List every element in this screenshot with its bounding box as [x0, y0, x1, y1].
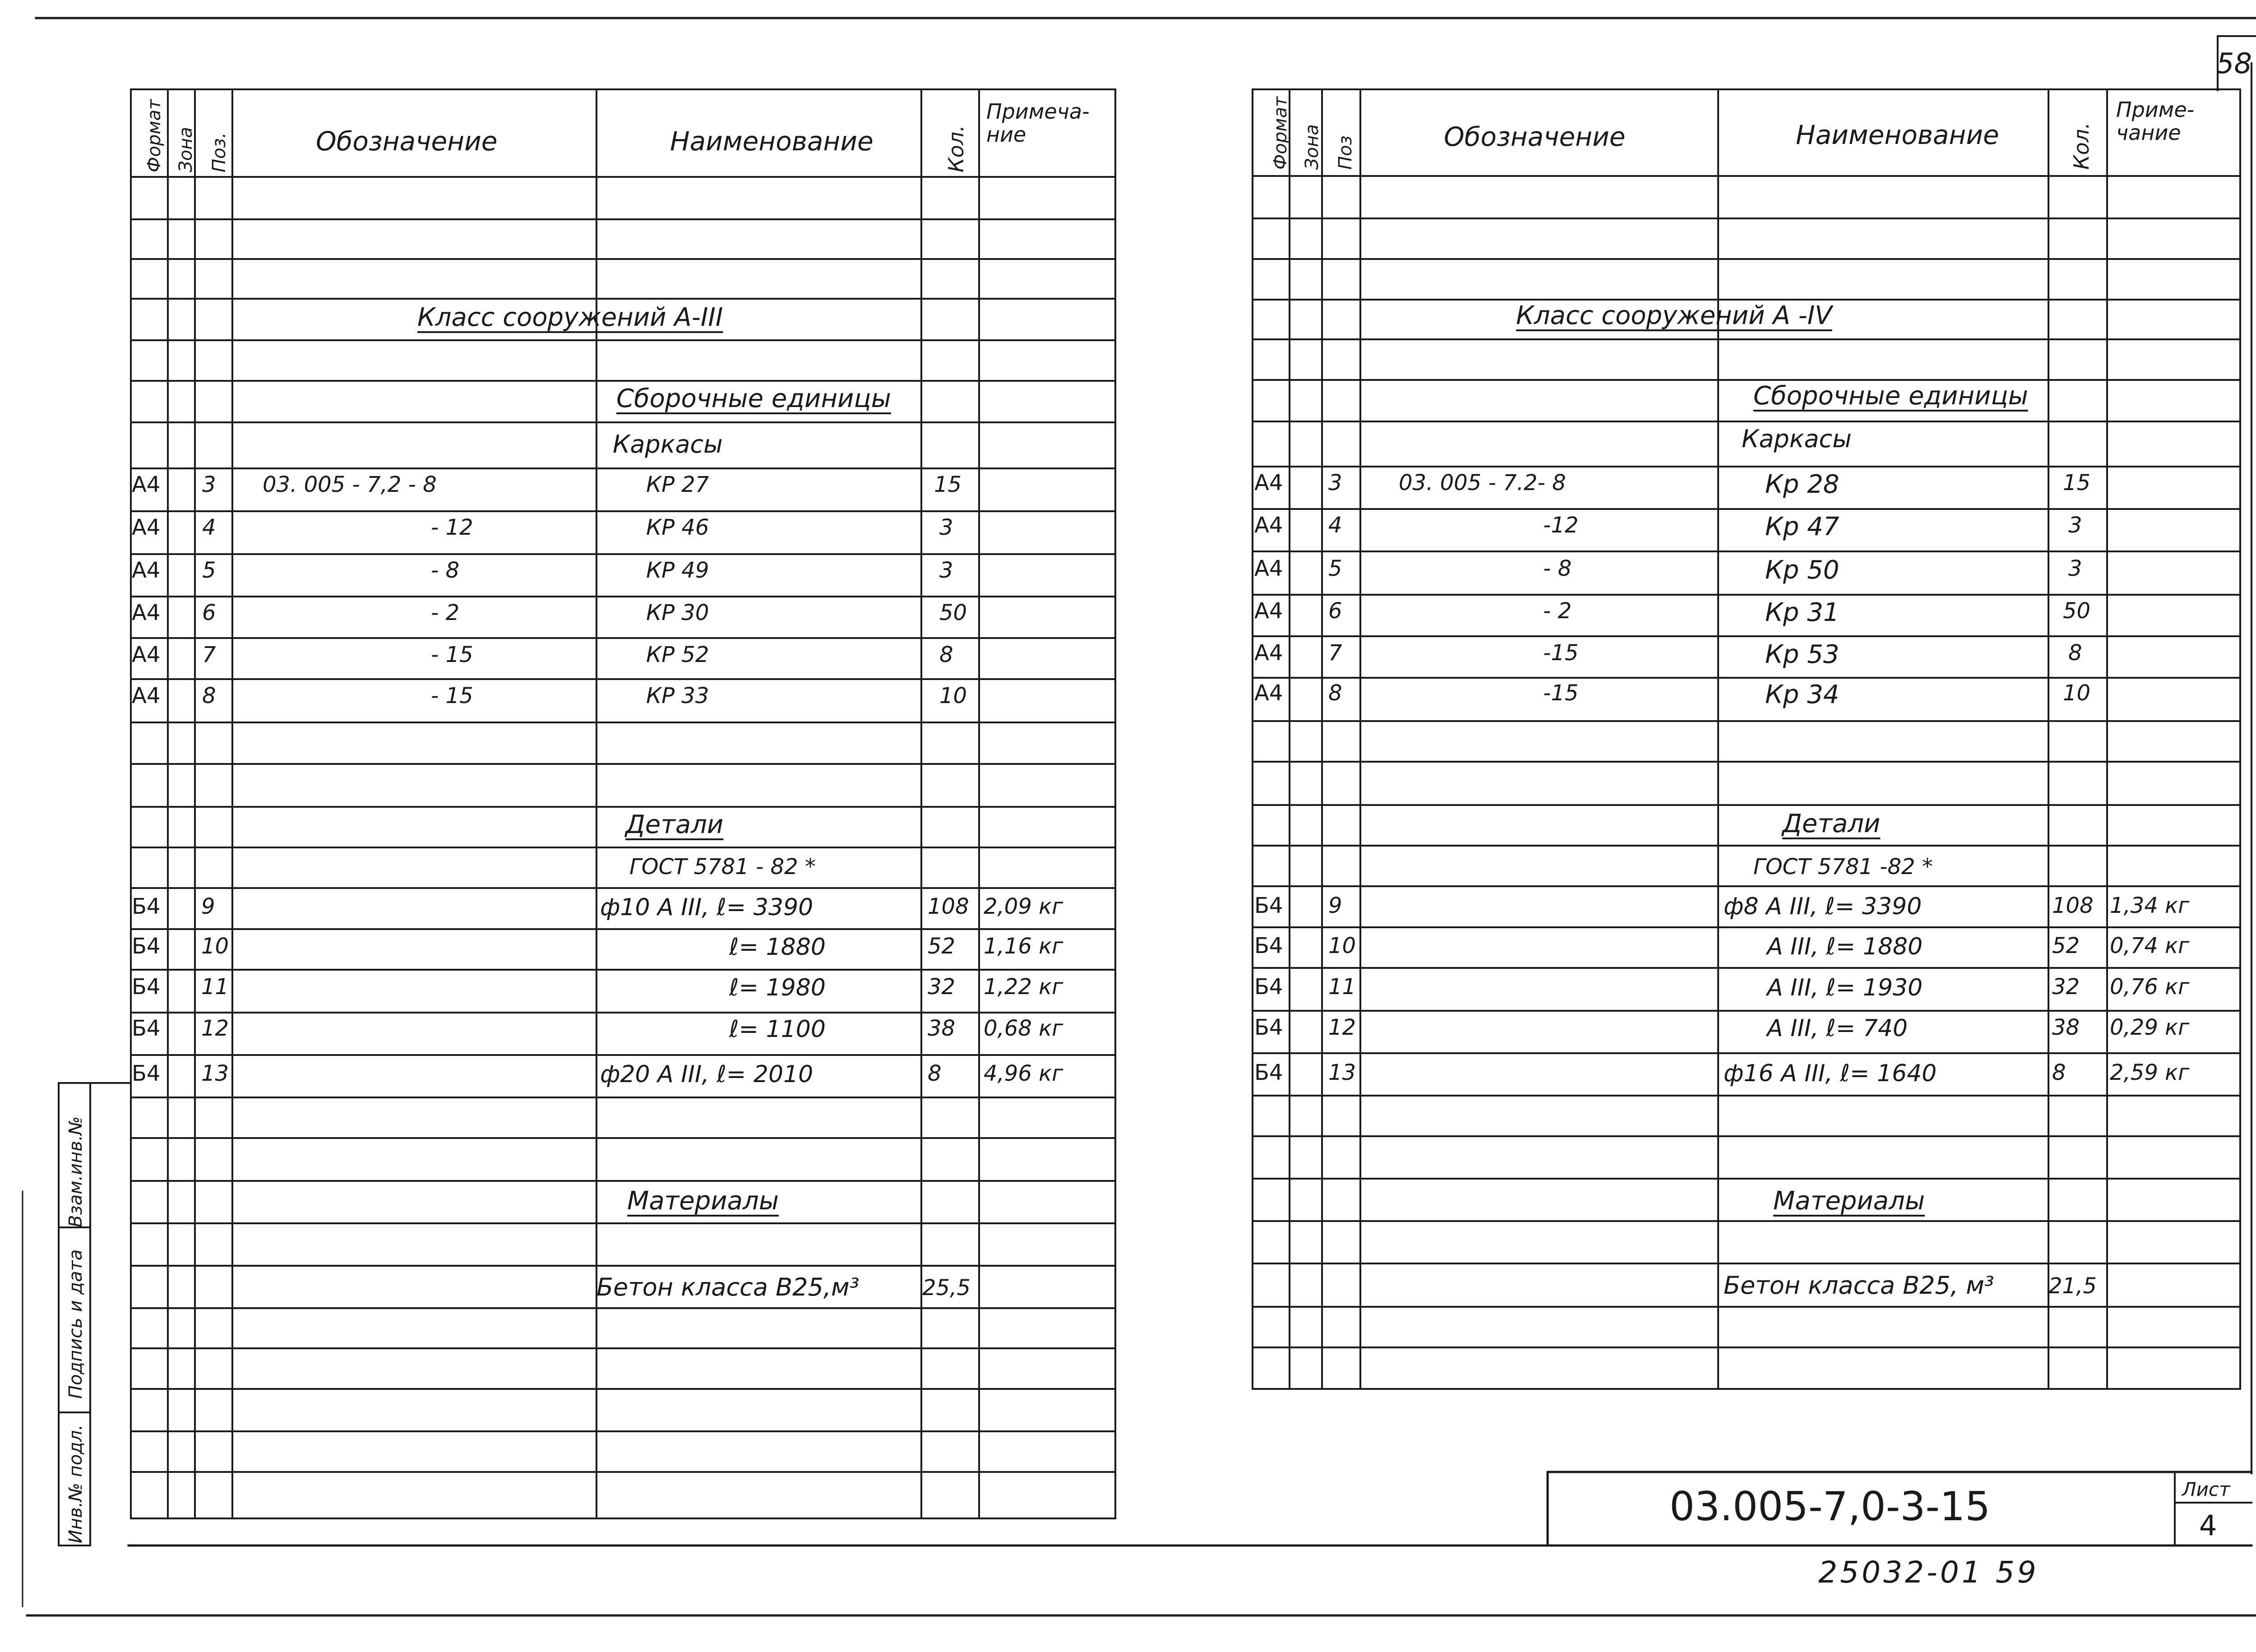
assembly-title-left: Сборочные единицы [616, 384, 891, 413]
left-pos-cell: 8 [202, 683, 216, 708]
header-zone-right: Зона [1302, 124, 1322, 170]
right-pos-cell: 5 [1328, 556, 1342, 581]
right-pos-cell: 8 [1328, 680, 1342, 706]
right-qty-cell: 108 [2052, 893, 2094, 918]
right-name-cell: Кр 53 [1765, 640, 1840, 669]
right-pos-cell: 6 [1328, 598, 1342, 624]
left-format-cell: Б4 [132, 934, 161, 959]
left-qty-cell: 38 [928, 1016, 956, 1041]
right-qty-cell: 8 [2052, 1060, 2066, 1085]
left-pos-cell: 13 [201, 1061, 229, 1086]
assembly-title-right: Сборочные единицы [1753, 381, 2028, 411]
left-name-cell: КР 52 [646, 642, 709, 667]
left-format-cell: А4 [132, 558, 161, 583]
left-qty-cell: 3 [939, 558, 953, 583]
details-title-right: Детали [1782, 809, 1881, 838]
header-note-right: Приме- чание [2116, 97, 2195, 145]
left-note-cell: 1,22 кг [984, 974, 1063, 1000]
right-qty-cell: 3 [2068, 513, 2082, 538]
right-qty-cell: 52 [2052, 933, 2080, 958]
right-designation-cell: - 8 [1543, 556, 1572, 581]
left-qty-cell: 10 [939, 683, 967, 708]
left-qty-cell: 3 [939, 515, 953, 540]
left-designation-cell: - 15 [431, 683, 473, 708]
left-designation-cell: - 15 [431, 642, 473, 667]
left-pos-cell: 12 [201, 1016, 229, 1041]
right-qty-cell: 15 [2063, 470, 2091, 495]
left-qty-cell: 8 [928, 1061, 942, 1086]
left-format-cell: А4 [132, 642, 161, 667]
right-note-cell: 0,76 кг [2110, 974, 2190, 1000]
left-designation-cell: 03. 005 - 7,2 - 8 [263, 472, 437, 497]
right-name-cell: Кр 31 [1765, 598, 1840, 627]
left-name-cell: КР 30 [646, 600, 709, 625]
left-pos-cell: 10 [201, 934, 229, 959]
left-qty-cell: 8 [939, 642, 953, 667]
header-qty-right: Кол. [2069, 122, 2094, 170]
gost-left: ГОСТ 5781 - 82 * [629, 854, 816, 879]
right-qty-cell: 3 [2068, 556, 2082, 581]
left-format-cell: А4 [132, 515, 161, 540]
header-note-left: Примеча- ние [986, 99, 1090, 147]
right-format-cell: А4 [1254, 513, 1283, 538]
left-designation-cell: - 8 [431, 558, 460, 583]
right-format-cell: Б4 [1254, 893, 1283, 918]
side-label-replace-inv: Взам.инв.№ [65, 1116, 86, 1227]
right-note-cell: 1,34 кг [2110, 893, 2190, 918]
header-pos-right: Поз [1335, 135, 1356, 170]
right-designation-cell: -15 [1543, 680, 1579, 706]
left-name-cell: ℓ= 1100 [729, 1016, 826, 1043]
right-designation-cell: - 2 [1543, 598, 1572, 624]
right-pos-cell: 12 [1328, 1015, 1356, 1040]
right-format-cell: А4 [1254, 640, 1283, 666]
right-designation-cell: -12 [1543, 513, 1579, 538]
concrete-qty-right: 21,5 [2048, 1273, 2097, 1299]
stamp-doc-number: 03.005-7,0-3-15 [1669, 1483, 1991, 1530]
header-format-left: Формат [144, 99, 165, 172]
left-qty-cell: 15 [934, 472, 962, 497]
frames-title-right: Каркасы [1742, 425, 1852, 453]
right-name-cell: А III, ℓ= 1930 [1767, 974, 1923, 1001]
right-name-cell: А III, ℓ= 1880 [1767, 933, 1923, 960]
right-name-cell: ф16 А III, ℓ= 1640 [1724, 1060, 1937, 1087]
side-label-inv-orig: Инв.№ подл. [65, 1424, 86, 1543]
concrete-name-left: Бетон класса В25,м³ [596, 1273, 860, 1301]
class-title-left: Класс сооружений А-III [417, 303, 723, 332]
right-pos-cell: 7 [1328, 640, 1342, 666]
header-qty-left: Кол. [944, 125, 968, 172]
left-pos-cell: 5 [202, 558, 216, 583]
right-qty-cell: 50 [2063, 598, 2091, 624]
left-name-cell: ф20 А III, ℓ= 2010 [600, 1061, 814, 1088]
left-name-cell: ℓ= 1880 [729, 934, 826, 961]
right-pos-cell: 9 [1328, 893, 1342, 918]
left-name-cell: КР 27 [646, 472, 709, 497]
right-pos-cell: 10 [1328, 933, 1356, 958]
class-title-right: Класс сооружений А -IV [1516, 301, 1832, 330]
left-pos-cell: 4 [202, 515, 216, 540]
left-format-cell: Б4 [132, 894, 161, 919]
header-format-right: Формат [1270, 96, 1291, 170]
left-qty-cell: 52 [928, 934, 956, 959]
stamp-sheet-value: 4 [2199, 1509, 2217, 1542]
frames-title-left: Каркасы [613, 430, 723, 458]
right-format-cell: А4 [1254, 470, 1283, 495]
left-name-cell: ℓ= 1980 [729, 974, 826, 1001]
materials-title-left: Материалы [627, 1186, 779, 1216]
right-pos-cell: 13 [1328, 1060, 1356, 1085]
left-pos-cell: 6 [202, 600, 216, 625]
right-note-cell: 0,74 кг [2110, 933, 2190, 958]
left-designation-cell: - 12 [431, 515, 473, 540]
right-pos-cell: 3 [1328, 470, 1342, 495]
right-format-cell: А4 [1254, 680, 1283, 706]
right-name-cell: Кр 34 [1765, 680, 1840, 709]
left-name-cell: КР 46 [646, 515, 709, 540]
right-designation-cell: -15 [1543, 640, 1579, 666]
side-label-sign-date: Подпись и дата [65, 1249, 86, 1399]
right-name-cell: ф8 А III, ℓ= 3390 [1724, 893, 1922, 920]
left-format-cell: Б4 [132, 1016, 161, 1041]
left-format-cell: А4 [132, 472, 161, 497]
left-pos-cell: 7 [202, 642, 216, 667]
gost-right: ГОСТ 5781 -82 * [1753, 854, 1933, 879]
left-qty-cell: 50 [939, 600, 967, 625]
left-format-cell: А4 [132, 683, 161, 708]
right-qty-cell: 38 [2052, 1015, 2080, 1040]
left-note-cell: 4,96 кг [984, 1061, 1063, 1086]
header-designation-right: Обозначение [1444, 121, 1626, 152]
left-name-cell: КР 49 [646, 558, 709, 583]
right-name-cell: Кр 47 [1765, 512, 1840, 541]
left-note-cell: 0,68 кг [984, 1016, 1063, 1041]
concrete-name-right: Бетон класса В25, м³ [1724, 1271, 1994, 1300]
right-name-cell: А III, ℓ= 740 [1767, 1015, 1908, 1042]
right-note-cell: 0,29 кг [2110, 1015, 2190, 1040]
right-format-cell: Б4 [1254, 1060, 1283, 1085]
details-title-left: Детали [625, 810, 724, 839]
left-note-cell: 1,16 кг [984, 934, 1063, 959]
left-pos-cell: 3 [202, 472, 216, 497]
right-pos-cell: 4 [1328, 513, 1342, 538]
header-designation-left: Обозначение [316, 126, 498, 157]
left-format-cell: А4 [132, 600, 161, 625]
archive-number: 25032-01 59 [1818, 1555, 2039, 1590]
header-name-right: Наименование [1796, 120, 1999, 150]
concrete-qty-left: 25,5 [922, 1275, 971, 1300]
left-format-cell: Б4 [132, 974, 161, 1000]
header-zone-left: Зона [176, 127, 196, 172]
right-format-cell: Б4 [1254, 933, 1283, 958]
right-qty-cell: 32 [2052, 974, 2080, 1000]
left-name-cell: ф10 А III, ℓ= 3390 [600, 894, 814, 921]
right-format-cell: Б4 [1254, 974, 1283, 1000]
left-format-cell: Б4 [132, 1061, 161, 1086]
header-pos-left: Поз. [209, 132, 230, 172]
left-note-cell: 2,09 кг [984, 894, 1063, 919]
left-qty-cell: 108 [928, 894, 969, 919]
header-name-left: Наименование [670, 126, 874, 157]
stamp-sheet-label: Лист [2182, 1478, 2230, 1500]
sheet-number: 58 [2216, 47, 2252, 80]
right-qty-cell: 10 [2063, 680, 2091, 706]
right-designation-cell: 03. 005 - 7.2- 8 [1399, 470, 1566, 495]
left-name-cell: КР 33 [646, 683, 709, 708]
left-pos-cell: 9 [201, 894, 215, 919]
right-name-cell: Кр 28 [1765, 470, 1840, 499]
right-qty-cell: 8 [2068, 640, 2082, 666]
left-qty-cell: 32 [928, 974, 956, 1000]
materials-title-right: Материалы [1773, 1186, 1925, 1216]
right-format-cell: Б4 [1254, 1015, 1283, 1040]
left-pos-cell: 11 [201, 974, 229, 1000]
right-format-cell: А4 [1254, 556, 1283, 581]
right-format-cell: А4 [1254, 598, 1283, 624]
right-note-cell: 2,59 кг [2110, 1060, 2190, 1085]
right-name-cell: Кр 50 [1765, 555, 1840, 585]
left-designation-cell: - 2 [431, 600, 460, 625]
right-pos-cell: 11 [1328, 974, 1356, 1000]
